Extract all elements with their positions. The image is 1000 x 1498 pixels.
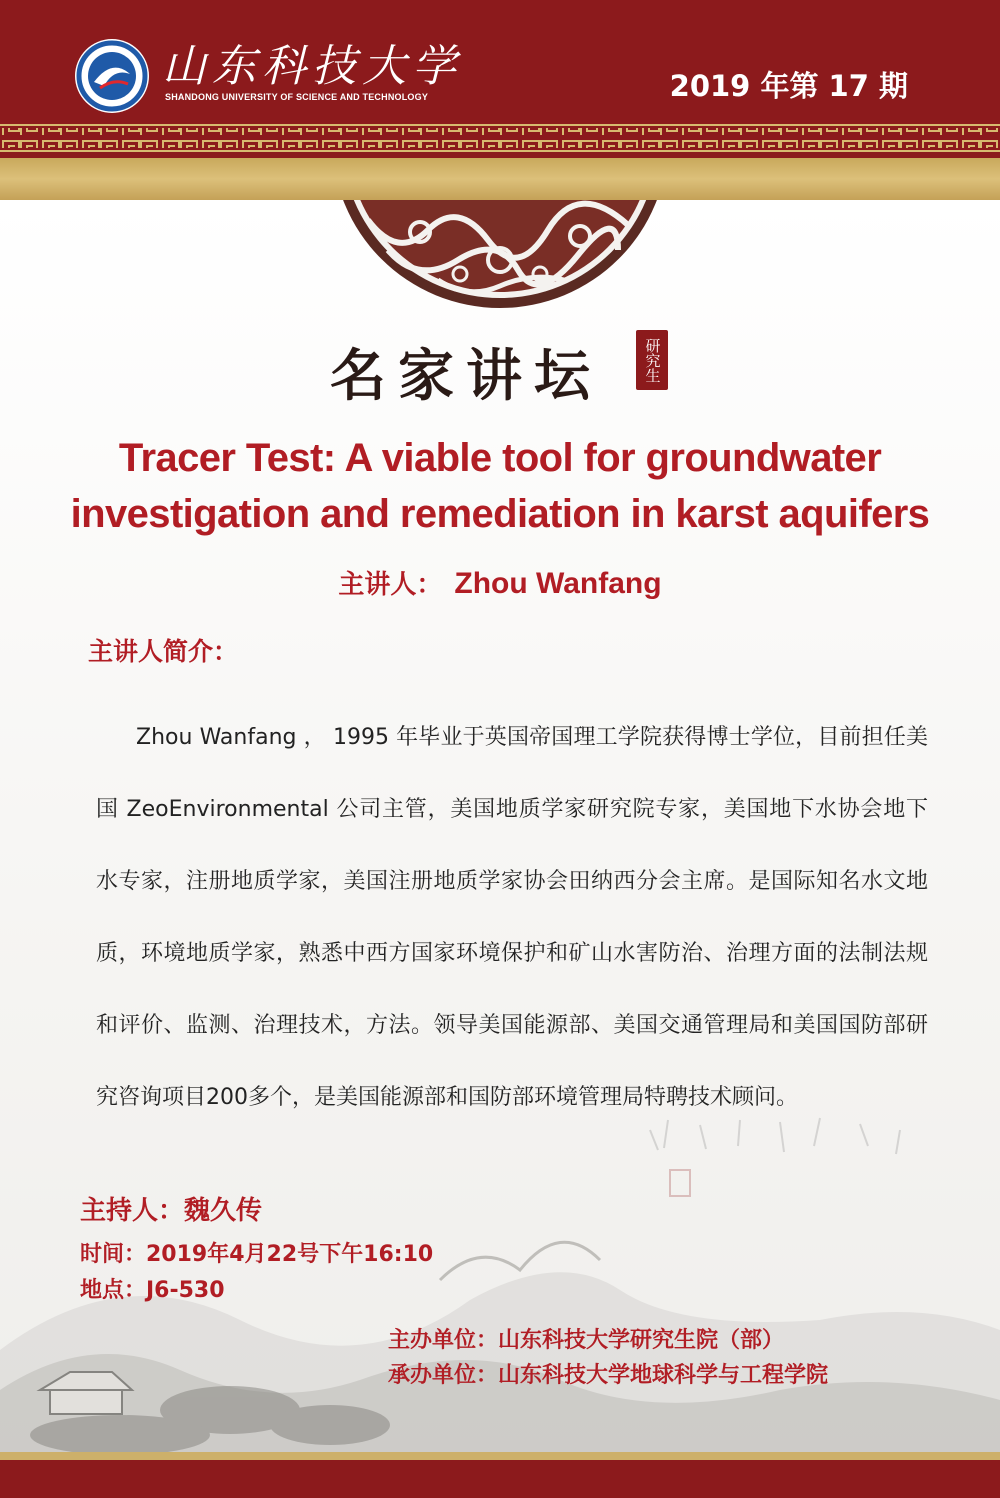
- red-seal-stamp: [636, 330, 668, 390]
- university-name-en: SHANDONG UNIVERSITY OF SCIENCE AND TECHNOLOGY: [165, 92, 429, 102]
- decorative-medallion: [328, 200, 672, 310]
- co-organizer-line: 承办单位：山东科技大学地球科学与工程学院: [388, 1363, 829, 1388]
- bio-text: Zhou Wanfang ， 1995 年毕业于英国帝国理工学院获得博士学位，目前担任美国 ZeoEnvironmental 公司主管，美国地质学家研究院专家，美国地下水协会地下水专家，注册地质学家，美国注册地质学家协会田纳西分会主席。是国际知名水文地质，环境地质学家，熟悉中西方国家环境保护和矿山水害防治、治理方面的法制法规和评价、监测、治理技术，方法。领导美国能源部、美国交通管理局和美国国防部研究咨询项目200多个，是美国能源部和国防部环境管理局特聘技术顾问。: [96, 725, 928, 1110]
- bio-heading: 主讲人简介：: [88, 637, 239, 666]
- host-line: 主持人：魏久传: [80, 1196, 263, 1226]
- talk-title: Tracer Test: A viable tool for groundwater investigation and remediation in karst aquifers: [70, 436, 930, 536]
- speaker-name: Zhou Wanfang: [454, 567, 662, 600]
- greek-key-border: [0, 118, 1000, 158]
- university-emblem-icon: [74, 38, 150, 114]
- seal-text: 研究生: [643, 337, 662, 383]
- footer-banner: [0, 1460, 1000, 1498]
- gold-band: [0, 158, 1000, 200]
- speaker-label: 主讲人：: [338, 569, 443, 599]
- university-name-cn: 山东科技大学: [162, 41, 462, 92]
- time-line: 时间：2019年4月22号下午16:10: [80, 1242, 434, 1267]
- issue-number: 2019 年第 17 期: [669, 69, 908, 103]
- footer-gold-band: [0, 1452, 1000, 1460]
- ink-landscape-illustration: [0, 1090, 1000, 1452]
- forum-title: 名家讲坛: [330, 343, 602, 409]
- place-line: 地点：J6-530: [80, 1278, 225, 1303]
- speaker-line: [0, 564, 1000, 601]
- organizer-line: 主办单位：山东科技大学研究生院（部）: [388, 1328, 785, 1353]
